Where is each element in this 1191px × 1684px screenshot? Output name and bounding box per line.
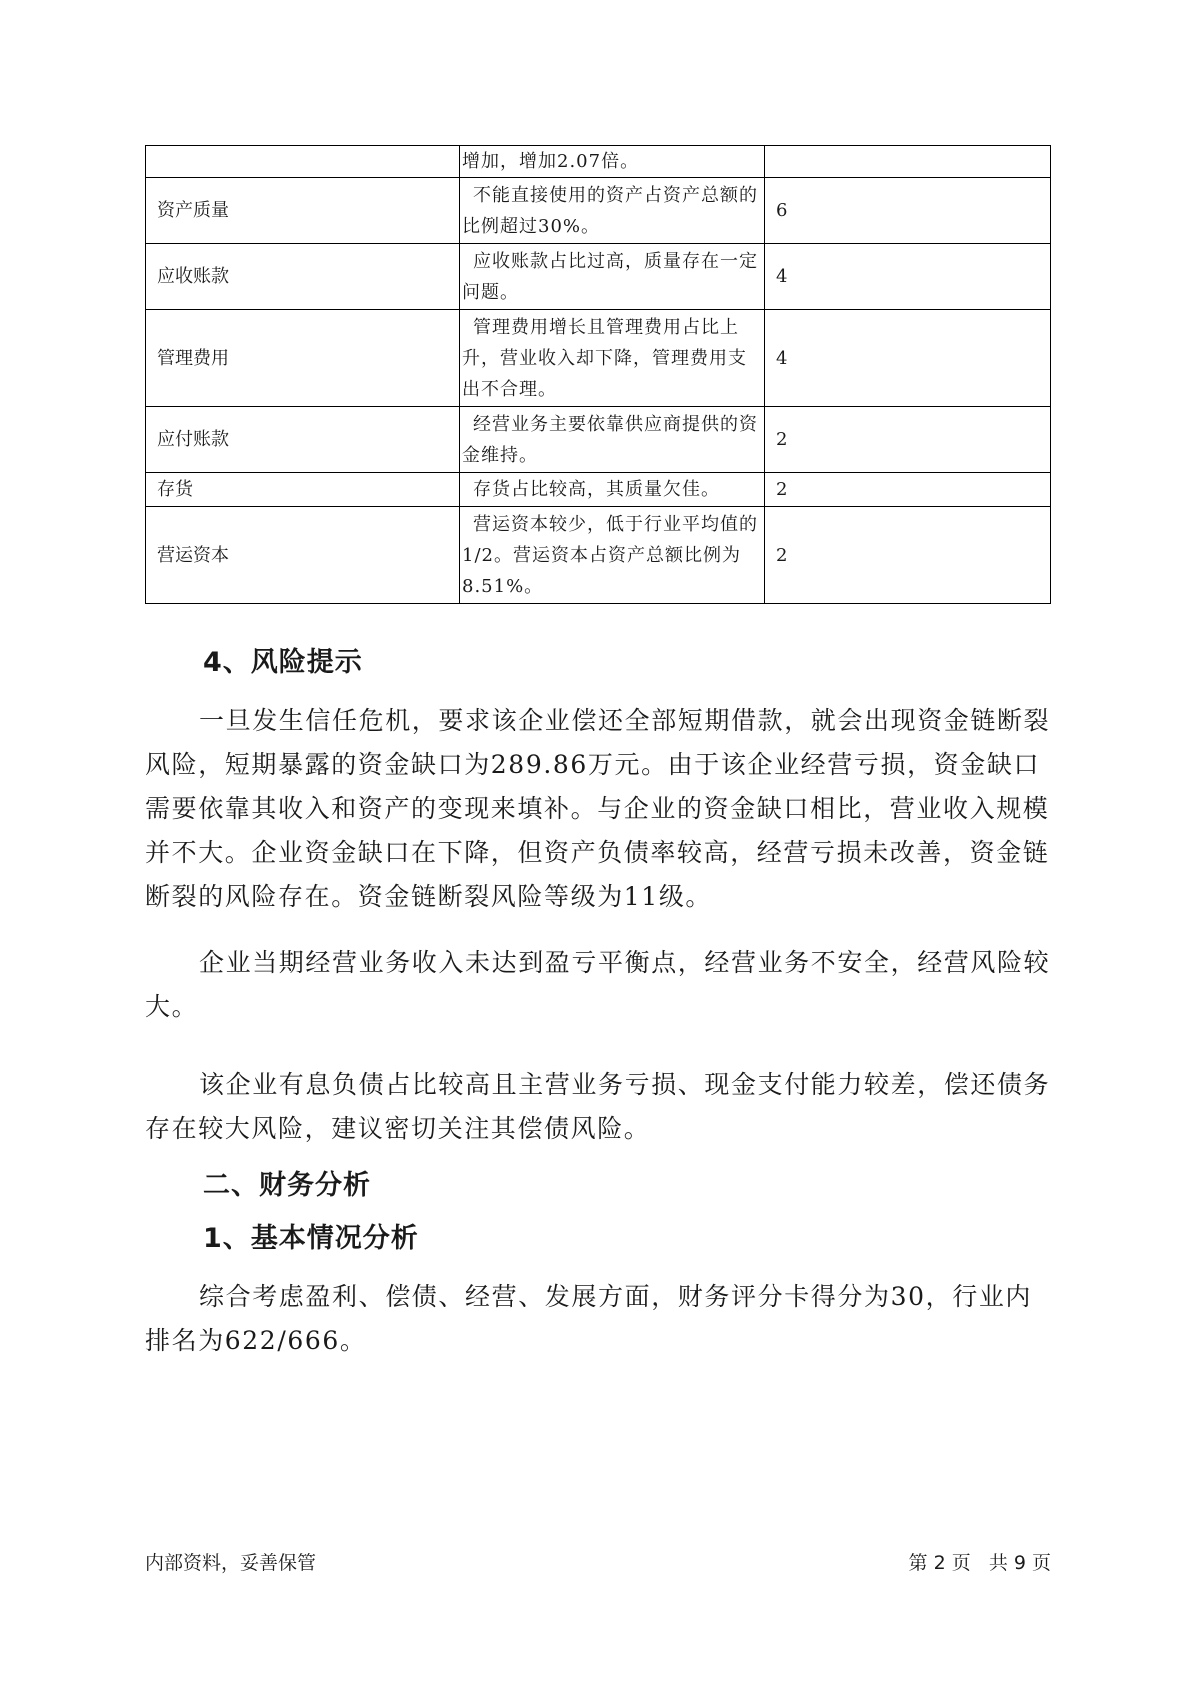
table-row: [146, 310, 1051, 407]
table-cell-desc: 经营业务主要依靠供应商提供的资金维持。: [462, 413, 758, 466]
table-cell-desc: 营运资本较少，低于行业平均值的1/2。营运资本占资产总额比例为8.51%。: [462, 513, 758, 597]
table-cell-score: 2: [765, 473, 1051, 507]
table-cell-desc: 应收账款占比过高，质量存在一定问题。: [462, 250, 758, 303]
table-row: [146, 146, 1051, 178]
table-cell-desc: 不能直接使用的资产占资产总额的比例超过30%。: [462, 184, 758, 237]
table-cell-item: 应收账款: [146, 244, 460, 310]
table-cell-score: 4: [765, 310, 1051, 407]
table-cell-score: 4: [765, 244, 1051, 310]
footer-page-number: 第 2 页 共 9 页: [908, 1552, 1051, 1574]
risk-paragraph-1: 一旦发生信任危机，要求该企业偿还全部短期借款，就会出现资金链断裂风险，短期暴露的资金缺口为289.86万元。由于该企业经营亏损，资金缺口需要依靠其收入和资产的变现来填补。与企业的资金缺口相比，营业收入规模并不大。企业资金缺口在下降，但资产负债率较高，经营亏损未改善，资金链断裂的风险存在。资金链断裂风险等级为11级。: [145, 706, 1051, 911]
basic-analysis-paragraph: 综合考虑盈利、偿债、经营、发展方面，财务评分卡得分为30，行业内排名为622/666。: [145, 1282, 1033, 1355]
table-row: [146, 178, 1051, 244]
table-row: [146, 244, 1051, 310]
risk-paragraph-2: 企业当期经营业务收入未达到盈亏平衡点，经营业务不安全，经营风险较大。: [145, 948, 1051, 1021]
table-cell-item: 资产质量: [146, 178, 460, 244]
table-cell-item: 管理费用: [146, 310, 460, 407]
table-cell-score: 2: [765, 507, 1051, 604]
table-row: [146, 407, 1051, 473]
table-cell-desc: 增加，增加2.07倍。: [460, 146, 765, 178]
table-cell-item: 存货: [146, 473, 460, 507]
section-heading-basic: 1、基本情况分析: [203, 1223, 419, 1254]
section-heading-finance: 二、财务分析: [203, 1170, 371, 1201]
footer-confidential: 内部资料，妥善保管: [145, 1552, 317, 1574]
section-heading-risk: 4、风险提示: [203, 647, 363, 678]
table-cell-score: 2: [765, 407, 1051, 473]
table-row: [146, 507, 1051, 604]
table-cell-item: [146, 146, 460, 178]
risk-factor-table: [145, 145, 1051, 604]
table-cell-item: 应付账款: [146, 407, 460, 473]
table-cell-score: 6: [765, 178, 1051, 244]
table-cell-item: 营运资本: [146, 507, 460, 604]
table-cell-desc: 存货占比较高，其质量欠佳。: [473, 479, 720, 500]
table-cell-desc: 管理费用增长且管理费用占比上升，营业收入却下降，管理费用支出不合理。: [462, 316, 747, 400]
table-cell-score: [765, 146, 1051, 178]
table-row: [146, 473, 1051, 507]
risk-paragraph-3: 该企业有息负债占比较高且主营业务亏损、现金支付能力较差，偿还债务存在较大风险，建议密切关注其偿债风险。: [145, 1070, 1051, 1143]
